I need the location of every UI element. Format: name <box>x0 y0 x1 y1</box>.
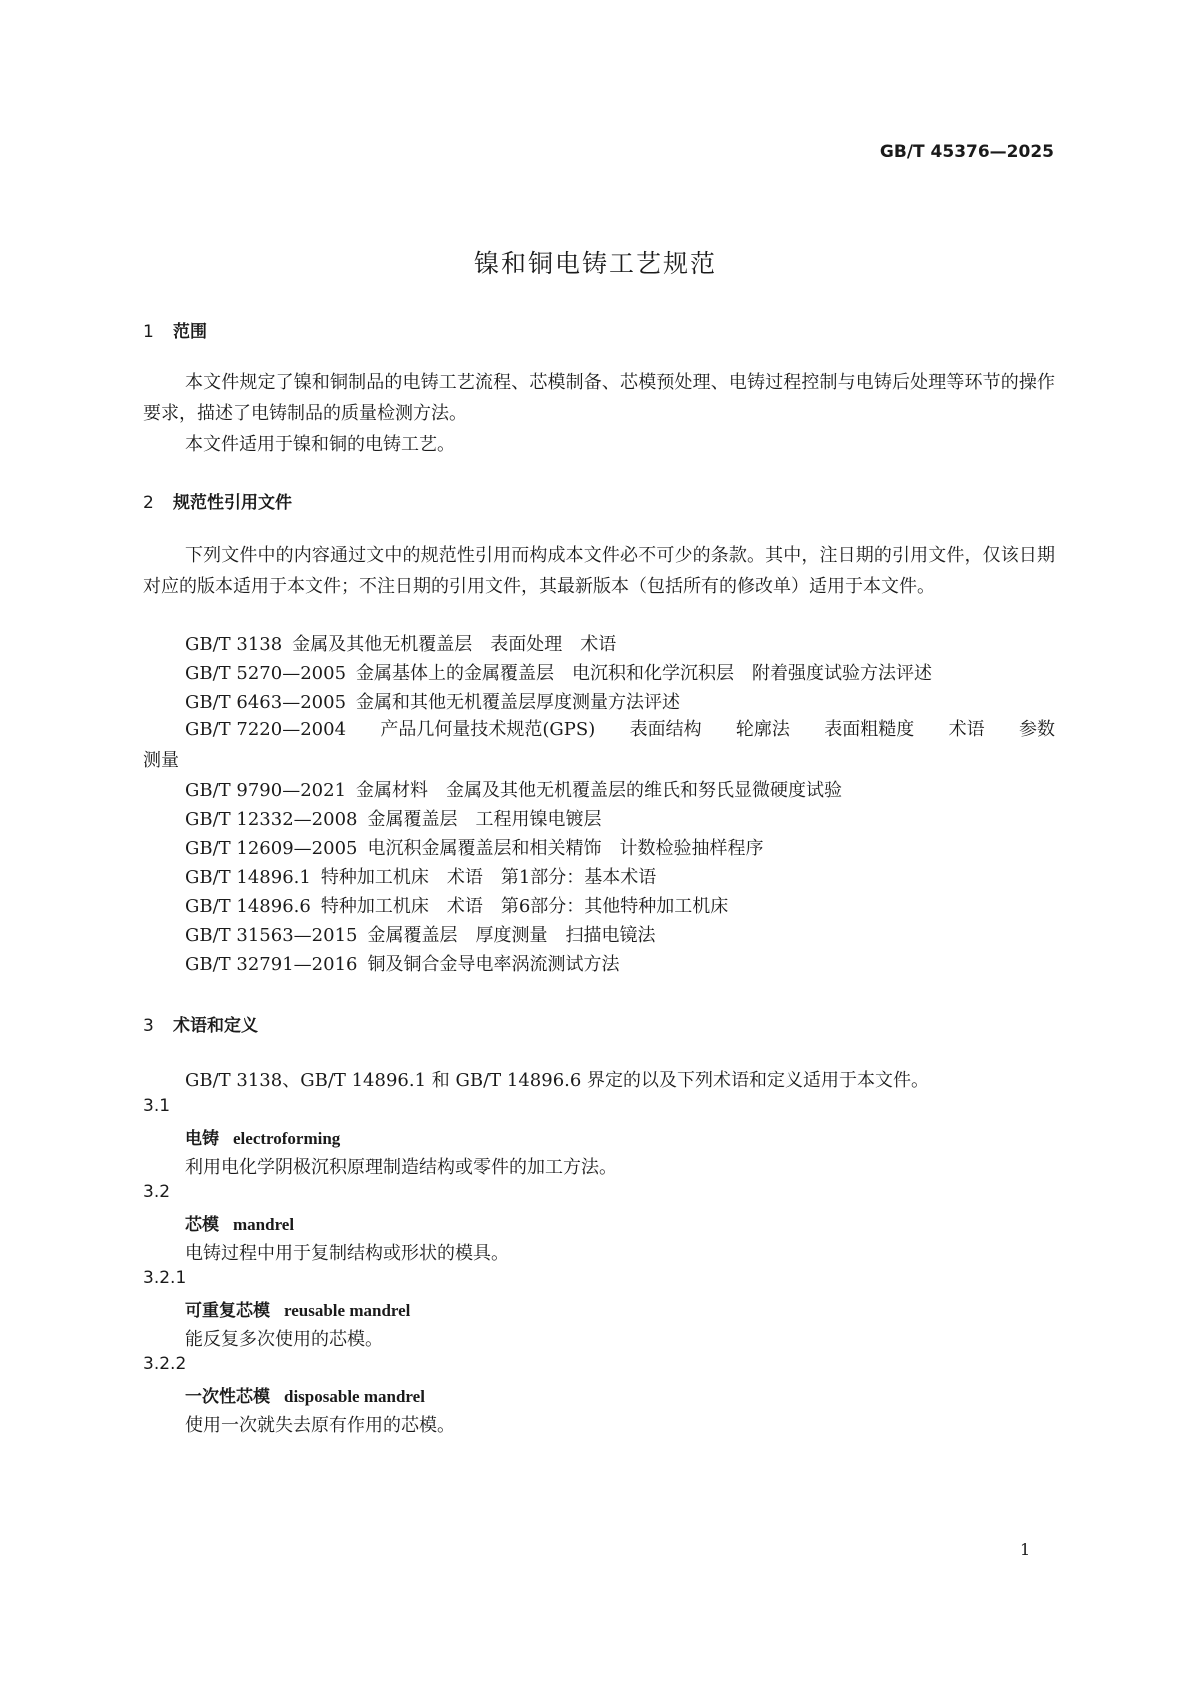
reference-title: 金属和其他无机覆盖层厚度测量方法评述 <box>356 692 681 713</box>
reference-item <box>185 630 616 656</box>
section-3-intro: GB/T 3138、GB/T 14896.1 和 GB/T 14896.6 界定的以及下列术语和定义适用于本文件。 <box>185 1070 930 1091</box>
reference-code: GB/T 6463—2005 <box>185 692 347 713</box>
reference-title-part: 术语 <box>948 719 985 740</box>
page-number: 1 <box>1020 1540 1031 1559</box>
reference-item <box>185 921 655 947</box>
section-number: 3 <box>143 1016 154 1036</box>
term-number: 3.1 <box>143 1096 171 1116</box>
paragraph: 本文件适用于镍和铜的电铸工艺。 <box>185 434 455 455</box>
reference-code: GB/T 7220—2004 <box>185 719 347 740</box>
term-definition: 使用一次就失去原有作用的芯模。 <box>185 1415 455 1436</box>
section-1-heading <box>143 317 207 342</box>
reference-title: 铜及铜合金导电率涡流测试方法 <box>367 954 620 975</box>
section-2-heading <box>143 488 292 513</box>
term-name <box>185 1210 294 1235</box>
reference-code: GB/T 14896.1 <box>185 867 311 888</box>
section-title: 术语和定义 <box>173 1016 258 1036</box>
paragraph: 下列文件中的内容通过文中的规范性引用而构成本文件必不可少的条款。其中，注日期的引用文件，仅该日期对应的版本适用于本文件；不注日期的引用文件，其最新版本（包括所有的修改单）适用于本文件。 <box>143 545 1055 597</box>
reference-item <box>185 688 680 714</box>
reference-item <box>185 776 842 802</box>
term-en: disposable mandrel <box>284 1387 425 1406</box>
reference-code: GB/T 14896.6 <box>185 896 311 917</box>
section-2-intro <box>143 540 1055 602</box>
reference-code: GB/T 32791—2016 <box>185 954 358 975</box>
reference-item <box>185 950 619 976</box>
term-definition: 利用电化学阴极沉积原理制造结构或零件的加工方法。 <box>185 1157 617 1178</box>
reference-code: GB/T 12332—2008 <box>185 809 358 830</box>
reference-title: 金属材料 金属及其他无机覆盖层的维氏和努氏显微硬度试验 <box>356 780 843 801</box>
term-zh: 电铸 <box>185 1129 219 1149</box>
section-1-body <box>143 367 1055 460</box>
section-number: 2 <box>143 493 154 513</box>
reference-title: 金属覆盖层 厚度测量 扫描电镜法 <box>367 925 656 946</box>
reference-title: 金属基体上的金属覆盖层 电沉积和化学沉积层 附着强度试验方法评述 <box>356 663 933 684</box>
reference-title-continued: 测量 <box>143 750 179 771</box>
reference-title-part: 表面结构 <box>629 719 702 740</box>
reference-title-part: 表面粗糙度 <box>824 719 915 740</box>
section-3-heading <box>143 1011 258 1036</box>
reference-line <box>143 714 1055 745</box>
reference-code: GB/T 5270—2005 <box>185 663 347 684</box>
reference-title-part: 产品几何量技术规范(GPS) <box>380 719 596 740</box>
standard-number: GB/T 45376—2025 <box>879 142 1054 162</box>
reference-item <box>185 805 601 831</box>
term-zh: 芯模 <box>185 1215 219 1235</box>
term-zh: 可重复芯模 <box>185 1301 270 1321</box>
reference-title-part: 参数 <box>1018 719 1055 740</box>
term-number: 3.2 <box>143 1182 171 1202</box>
paragraph: 本文件规定了镍和铜制品的电铸工艺流程、芯模制备、芯模预处理、电铸过程控制与电铸后处理等环节的操作要求，描述了电铸制品的质量检测方法。 <box>143 372 1055 424</box>
reference-title: 电沉积金属覆盖层和相关精饰 计数检验抽样程序 <box>367 838 764 859</box>
reference-code: GB/T 12609—2005 <box>185 838 358 859</box>
reference-title: 金属及其他无机覆盖层 表面处理 术语 <box>292 634 617 655</box>
reference-title: 金属覆盖层 工程用镍电镀层 <box>367 809 602 830</box>
term-name <box>185 1296 410 1321</box>
reference-title: 特种加工机床 术语 第1部分：基本术语 <box>320 867 657 888</box>
term-en: mandrel <box>233 1215 295 1234</box>
section-number: 1 <box>143 322 154 342</box>
reference-title: 特种加工机床 术语 第6部分：其他特种加工机床 <box>320 896 729 917</box>
reference-item <box>185 892 728 918</box>
term-number: 3.2.2 <box>143 1354 187 1374</box>
term-name <box>185 1382 425 1407</box>
term-number: 3.2.1 <box>143 1268 187 1288</box>
term-en: reusable mandrel <box>284 1301 411 1320</box>
reference-item <box>185 659 932 685</box>
section-title: 规范性引用文件 <box>173 493 292 513</box>
reference-item <box>185 834 763 860</box>
term-definition: 电铸过程中用于复制结构或形状的模具。 <box>185 1243 509 1264</box>
term-zh: 一次性芯模 <box>185 1387 270 1407</box>
reference-title-part: 轮廓法 <box>735 719 790 740</box>
reference-code: GB/T 9790—2021 <box>185 780 347 801</box>
term-name <box>185 1124 340 1149</box>
reference-item <box>143 714 1055 776</box>
section-title: 范围 <box>173 322 207 342</box>
term-en: electroforming <box>233 1129 341 1148</box>
reference-code: GB/T 3138 <box>185 634 283 655</box>
reference-code: GB/T 31563—2015 <box>185 925 358 946</box>
document-title: 镍和铜电铸工艺规范 <box>473 249 717 278</box>
reference-item <box>185 863 656 889</box>
term-definition: 能反复多次使用的芯模。 <box>185 1329 383 1350</box>
